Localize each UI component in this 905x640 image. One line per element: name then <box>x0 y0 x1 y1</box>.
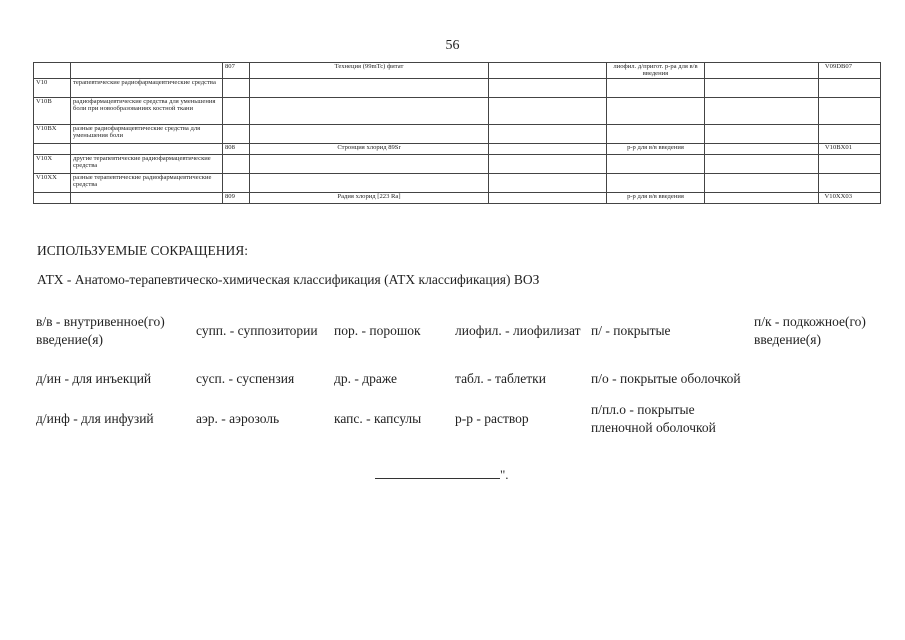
abbreviations-heading: ИСПОЛЬЗУЕМЫЕ СОКРАЩЕНИЯ: <box>37 243 249 258</box>
table-cell: 808 <box>223 143 250 154</box>
table-row <box>34 63 881 79</box>
table-cell <box>489 124 607 143</box>
table-cell <box>489 97 607 124</box>
table-row <box>34 124 881 143</box>
atx-definition: АТХ - Анатомо-терапевтическо-химическая классификация (АТХ классификация) ВОЗ <box>37 272 540 287</box>
table-cell: V10BX01 <box>819 143 881 154</box>
table-cell <box>819 78 881 97</box>
table-cell <box>71 192 223 203</box>
table-cell <box>819 173 881 192</box>
table-cell <box>607 154 705 173</box>
table-cell <box>607 78 705 97</box>
table-cell: V10XX03 <box>819 192 881 203</box>
abbr-item: п/пл.о - покрытые пленочной оболочкой <box>591 402 716 435</box>
table-cell: р-р для в/в введения <box>607 192 705 203</box>
table-cell <box>223 78 250 97</box>
table-cell: Стронция хлорид 89Sr <box>250 143 489 154</box>
table-cell <box>705 192 819 203</box>
table-cell <box>607 124 705 143</box>
table-cell: V09DB07 <box>819 63 881 79</box>
table-cell <box>71 63 223 79</box>
table-cell: р-р для в/в введения <box>607 143 705 154</box>
abbreviations-grid <box>36 303 881 439</box>
table-cell: V10B <box>34 97 71 124</box>
abbr-item: аэр. - аэрозоль <box>196 411 280 426</box>
closing-signature <box>375 467 509 483</box>
table-cell <box>819 154 881 173</box>
abbr-item: д/ин - для инъекций <box>36 371 152 386</box>
abbr-item: р-р - раствор <box>455 411 529 426</box>
table-cell <box>71 143 223 154</box>
abbr-item: п/ - покрытые <box>591 323 671 338</box>
table-cell <box>223 154 250 173</box>
table-cell: Радия хлорид [223 Ra] <box>250 192 489 203</box>
table-cell: терапевтические радиофармацевтические средства <box>71 78 223 97</box>
table-cell: V10XX <box>34 173 71 192</box>
table-cell: V10BX <box>34 124 71 143</box>
table-cell: Технеция (99mTc) фитат <box>250 63 489 79</box>
abbr-item: п/к - подкожное(го) введение(я) <box>754 314 866 347</box>
table-cell: лиофил. д/пригот. р-ра для в/в введения <box>607 63 705 79</box>
table-cell <box>705 173 819 192</box>
abbr-item: д/инф - для инфузий <box>36 411 154 426</box>
table-cell <box>819 124 881 143</box>
table-row <box>34 97 881 124</box>
table-cell: 809 <box>223 192 250 203</box>
table-cell: радиофармацевтические средства для уменьшения боли при новообразованиях костной ткани <box>71 97 223 124</box>
table-cell <box>705 143 819 154</box>
table-row <box>34 173 881 192</box>
abbr-item: лиофил. - лиофилизат <box>455 323 581 338</box>
table-row <box>34 143 881 154</box>
table-cell: V10 <box>34 78 71 97</box>
table-cell <box>705 154 819 173</box>
page-number: 56 <box>445 38 460 53</box>
table-cell <box>489 154 607 173</box>
signature-line <box>375 468 500 479</box>
table-cell <box>223 124 250 143</box>
abbr-item: др. - драже <box>334 371 397 386</box>
closing-mark: ". <box>500 467 509 482</box>
table-cell: V10X <box>34 154 71 173</box>
abbr-item: п/о - покрытые оболочкой <box>591 371 741 386</box>
table-cell <box>705 124 819 143</box>
table-cell <box>489 78 607 97</box>
table-cell <box>705 78 819 97</box>
table-cell: разные радиофармацевтические средства для уменьшения боли <box>71 124 223 143</box>
table-cell <box>223 173 250 192</box>
table-cell <box>489 173 607 192</box>
table-cell: 807 <box>223 63 250 79</box>
abbr-row <box>36 359 881 399</box>
table-cell <box>489 143 607 154</box>
table-cell <box>819 97 881 124</box>
table-row <box>34 78 881 97</box>
table-cell <box>250 173 489 192</box>
table-cell <box>34 63 71 79</box>
abbr-row <box>36 399 881 439</box>
table-cell <box>223 97 250 124</box>
table-cell <box>34 192 71 203</box>
table-cell <box>705 63 819 79</box>
abbr-item: в/в - внутривенное(го) введение(я) <box>36 314 165 347</box>
abbr-item: сусп. - суспензия <box>196 371 295 386</box>
table-cell: другие терапевтические радиофармацевтические средства <box>71 154 223 173</box>
table-cell <box>607 97 705 124</box>
abbr-item: пор. - порошок <box>334 323 421 338</box>
table-cell <box>607 173 705 192</box>
abbr-item: супп. - суппозитории <box>196 323 318 338</box>
table-row <box>34 154 881 173</box>
table-cell <box>34 143 71 154</box>
atc-table <box>33 62 881 204</box>
table-cell <box>489 192 607 203</box>
table-cell <box>250 78 489 97</box>
abbr-item: табл. - таблетки <box>455 371 546 386</box>
abbr-row <box>36 303 881 359</box>
abbr-item: капс. - капсулы <box>334 411 422 426</box>
table-cell <box>250 97 489 124</box>
table-cell <box>489 63 607 79</box>
table-cell <box>250 154 489 173</box>
table-cell: разные терапевтические радиофармацевтические средства <box>71 173 223 192</box>
table-cell <box>250 124 489 143</box>
table-row <box>34 192 881 203</box>
table-cell <box>705 97 819 124</box>
